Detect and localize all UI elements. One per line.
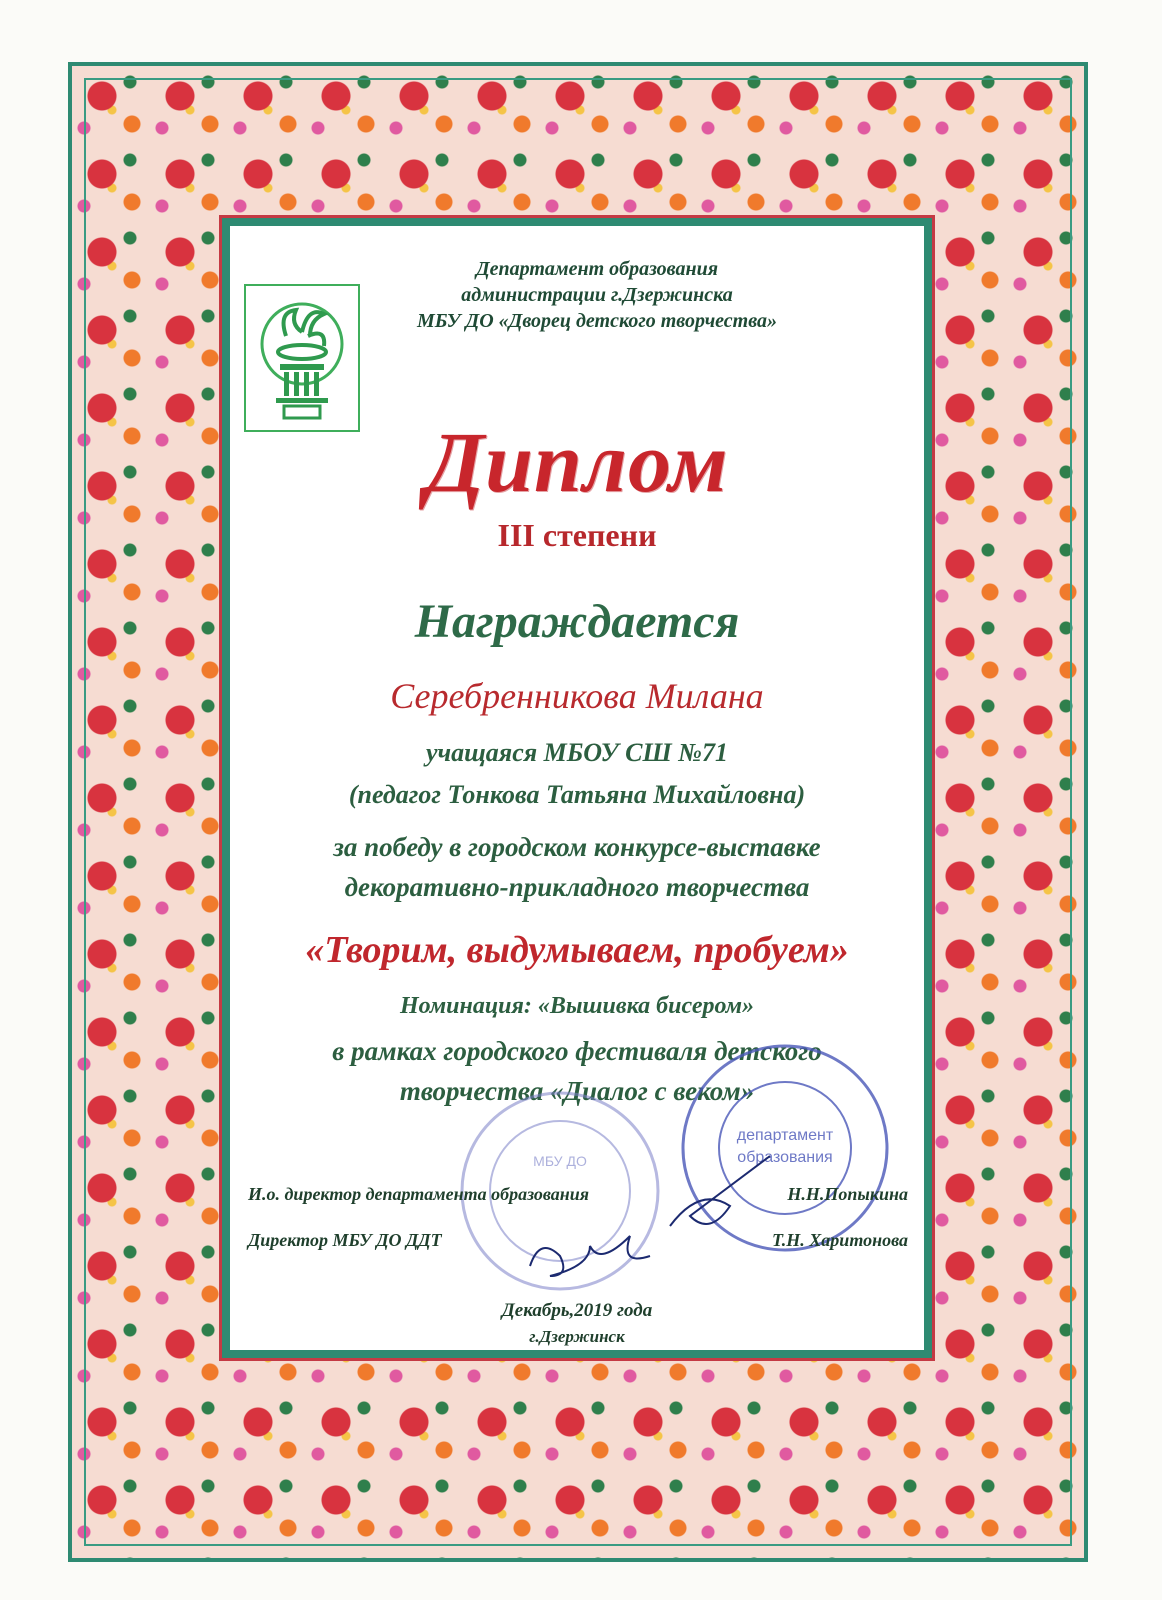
- issue-date: Декабрь,2019 года: [501, 1300, 653, 1321]
- diploma-degree: III степени: [497, 517, 657, 553]
- issuer-header: [230, 256, 924, 334]
- issue-city: г.Дзержинск: [529, 1327, 625, 1346]
- awarded-heading: Награждается: [414, 595, 740, 648]
- header-line-3: МБУ ДО «Дворец детского творчества»: [416, 310, 778, 332]
- header-line-1: Департамент образования: [475, 258, 719, 280]
- festival-line-2: творчества «Диалог с веком»: [399, 1076, 755, 1106]
- text-panel: [222, 218, 932, 1358]
- signature-row-2: [248, 1228, 908, 1252]
- reason-line-1: за победу в городском конкурсе-выставке: [333, 832, 821, 862]
- student-line: учащаяся МБОУ СШ №71: [425, 738, 729, 767]
- signature-role-1: И.о. директор департамента образования: [248, 1184, 590, 1204]
- festival-line-1: в рамках городского фестиваля детского: [332, 1036, 822, 1066]
- header-line-2: администрации г.Дзержинска: [461, 284, 733, 306]
- recipient-name: Серебренникова Милана: [390, 676, 764, 716]
- diploma-title: Диплом: [425, 414, 729, 510]
- signature-role-2: Директор МБУ ДО ДДТ: [248, 1230, 442, 1250]
- signature-name-2: Т.Н. Харитонова: [771, 1230, 908, 1250]
- right-stamp-label-1: департамент: [736, 1127, 834, 1144]
- teacher-line: (педагог Тонкова Татьяна Михайловна): [348, 780, 806, 809]
- signature-row-1: [248, 1182, 908, 1206]
- left-stamp-label: МБУ ДО: [533, 1153, 587, 1169]
- nomination-line: Номинация: «Вышивка бисером»: [399, 993, 755, 1019]
- reason-line-2: декоративно-прикладного творчества: [344, 872, 810, 902]
- contest-name: «Творим, выдумываем, пробуем»: [305, 929, 849, 971]
- signature-name-1: Н.Н.Попыкина: [787, 1184, 908, 1204]
- right-stamp-label-2: образования: [737, 1149, 833, 1166]
